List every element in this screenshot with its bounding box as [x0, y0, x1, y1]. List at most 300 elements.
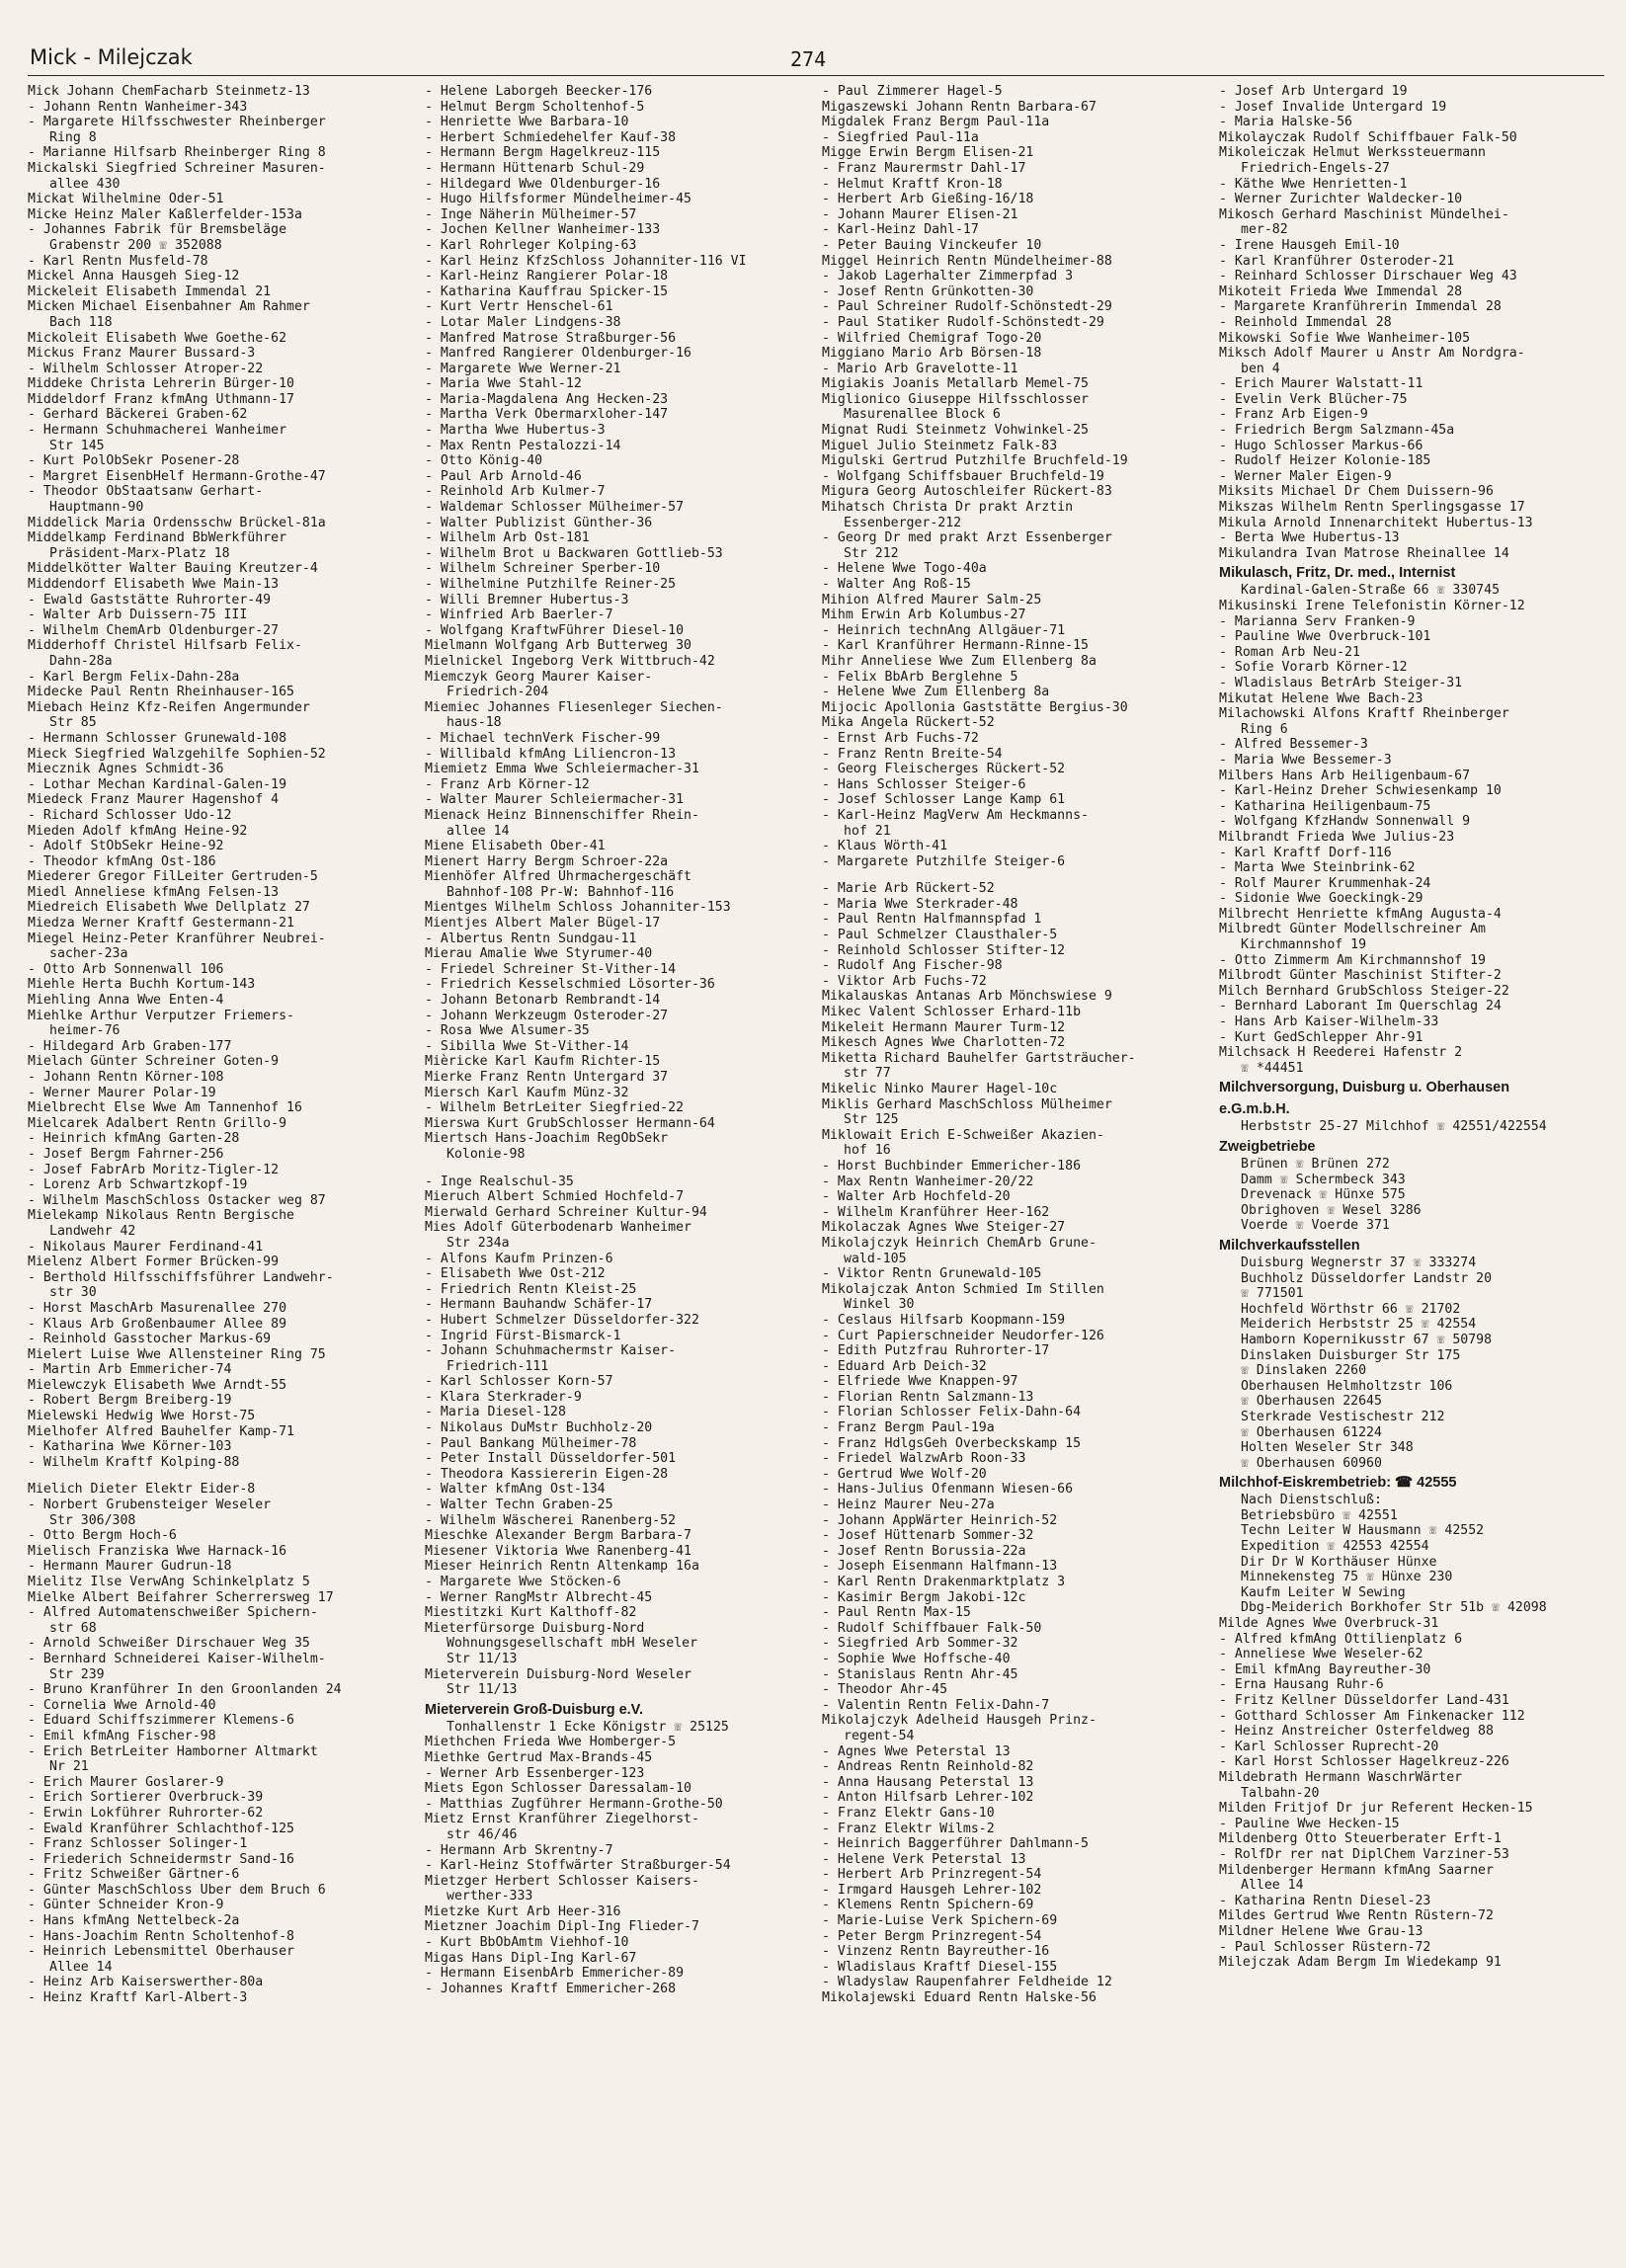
directory-entry: Miksch Adolf Maurer u Anstr Am Nordgra-	[1219, 346, 1525, 362]
directory-entry: Mihm Erwin Arb Kolumbus-27	[822, 608, 1026, 623]
directory-entry: - Friederich Schneidermstr Sand-16	[28, 1851, 294, 1867]
directory-entry: - Josef Hüttenarb Sommer-32	[822, 1528, 1034, 1544]
directory-entry: - Werner Maler Eigen-9	[1219, 468, 1392, 484]
directory-entry: - Lorenz Arb Schwartzkopf-19	[28, 1177, 248, 1193]
directory-entry: - Maria Wwe Stahl-12	[425, 376, 582, 392]
directory-entry: - Berta Wwe Hubertus-13	[1219, 530, 1400, 546]
directory-entry: - Günter Schneider Kron-9	[28, 1898, 224, 1913]
directory-entry: - Erich Maurer Goslarer-9	[28, 1774, 224, 1790]
directory-heading: Zweigbetriebe	[1219, 1139, 1316, 1155]
directory-entry: Ring 8	[49, 129, 97, 145]
directory-entry: Miemietz Emma Wwe Schleiermacher-31	[425, 762, 699, 777]
directory-entry: - Walter Ang Roß-15	[822, 577, 971, 592]
page-header	[28, 41, 1604, 76]
directory-entry: - Hildegard Arb Graben-177	[28, 1038, 232, 1054]
directory-entry: Mielewski Hedwig Wwe Horst-75	[28, 1409, 256, 1424]
directory-entry: Mielach Günter Schreiner Goten-9	[28, 1054, 280, 1070]
directory-entry: Miguel Julio Steinmetz Falk-83	[822, 438, 1058, 453]
directory-entry: Miketta Richard Bauhelfer Gartsträucher-	[822, 1050, 1136, 1066]
directory-entry: - Rolf Maurer Krummenhak-24	[1219, 875, 1431, 891]
directory-entry: Kirchmannshof 19	[1241, 937, 1367, 953]
directory-entry: Mielert Luise Wwe Allensteiner Ring 75	[28, 1346, 326, 1362]
directory-entry: Milbers Hans Arb Heiligenbaum-67	[1219, 768, 1471, 783]
directory-entry: - Gerhard Bäckerei Graben-62	[28, 407, 248, 423]
directory-entry: - Martha Wwe Hubertus-3	[425, 423, 606, 439]
directory-entry: - Robert Bergm Breiberg-19	[28, 1393, 232, 1409]
directory-entry: - Margarete Wwe Stöcken-6	[425, 1575, 621, 1589]
directory-entry: ☏ Oberhausen 22645	[1241, 1394, 1382, 1410]
directory-entry: Mielich Dieter Elektr Eider-8	[28, 1482, 256, 1498]
directory-entry: - Manfred Rangierer Oldenburger-16	[425, 346, 691, 362]
directory-entry: - Johannes Kraftf Emmericher-268	[425, 1981, 677, 1996]
directory-entry: Mikula Arnold Innenarchitekt Hubertus-13	[1219, 515, 1533, 530]
directory-entry: Migdalek Franz Bergm Paul-11a	[822, 115, 1050, 130]
directory-entry: - Johann Werkzeugm Osteroder-27	[425, 1008, 669, 1023]
directory-entry: Mielenz Albert Former Brücken-99	[28, 1255, 280, 1270]
directory-entry: Miecznik Agnes Schmidt-36	[28, 762, 224, 777]
directory-entry: - Helene Verk Peterstal 13	[822, 1851, 1026, 1867]
directory-entry: Herbststr 25-27 Milchhof ☏ 42551/422554	[1241, 1119, 1547, 1135]
directory-entry: Mikoteit Frieda Wwe Immendal 28	[1219, 284, 1463, 299]
directory-entry: - Otto König-40	[425, 453, 543, 469]
directory-entry: Hamborn Kopernikusstr 67 ☏ 50798	[1241, 1332, 1493, 1347]
directory-entry: - Klara Sterkrader-9	[425, 1389, 582, 1405]
directory-entry: - Werner RangMstr Albrecht-45	[425, 1589, 653, 1605]
directory-entry: mer-82	[1241, 222, 1288, 238]
directory-entry: - Bernhard Laborant Im Querschlag 24	[1219, 999, 1502, 1014]
directory-entry: - Wilhelm Schreiner Sperber-10	[425, 561, 661, 577]
directory-entry: - Hugo Schlosser Markus-66	[1219, 438, 1423, 453]
directory-entry: Mickel Anna Hausgeh Sieg-12	[28, 269, 240, 284]
directory-entry: - Florian Rentn Salzmann-13	[822, 1389, 1034, 1405]
directory-entry: Duisburg Wegnerstr 37 ☏ 333274	[1241, 1255, 1477, 1270]
directory-entry: - Maria Wwe Sterkrader-48	[822, 896, 1018, 912]
directory-entry: - Waldemar Schlosser Mülheimer-57	[425, 500, 685, 516]
directory-entry: - Karl-Heinz Dreher Schwiesenkamp 10	[1219, 783, 1502, 799]
directory-entry: Mieser Heinrich Rentn Altenkamp 16a	[425, 1559, 699, 1575]
directory-entry: Str 145	[49, 438, 105, 453]
directory-entry: Mikulandra Ivan Matrose Rheinallee 14	[1219, 545, 1509, 561]
directory-entry: - Karl Kranführer Osteroder-21	[1219, 253, 1455, 269]
directory-entry: - Karl-Heinz Stoffwärter Straßburger-54	[425, 1858, 731, 1874]
directory-entry: Str 11/13	[447, 1651, 518, 1666]
directory-entry: Mikowski Sofie Wwe Wanheimer-105	[1219, 330, 1471, 346]
directory-entry: - Paul Schmelzer Clausthaler-5	[822, 928, 1058, 943]
directory-entry: - Franz Elektr Wilms-2	[822, 1821, 995, 1836]
directory-entry: - Hermann Maurer Gudrun-18	[28, 1559, 232, 1575]
directory-entry: - Wladislaus BetrArb Steiger-31	[1219, 675, 1463, 690]
directory-entry: - Horst MaschArb Masurenallee 270	[28, 1300, 287, 1316]
directory-entry: - Mario Arb Gravelotte-11	[822, 361, 1018, 376]
directory-entry: Miedza Werner Kraftf Gestermann-21	[28, 916, 294, 932]
directory-entry: - Peter Install Düsseldorfer-501	[425, 1451, 677, 1467]
directory-entry: - Siegfried Paul-11a	[822, 129, 979, 145]
directory-entry: Tonhallenstr 1 Ecke Königstr ☏ 25125	[447, 1719, 729, 1735]
directory-entry: Mierwald Gerhard Schreiner Kultur-94	[425, 1204, 707, 1220]
directory-entry: Mikosch Gerhard Maschinist Mündelhei-	[1219, 206, 1509, 222]
directory-entry: Mickeleit Elisabeth Immendal 21	[28, 284, 272, 299]
directory-entry: - Elfriede Wwe Knappen-97	[822, 1374, 1018, 1390]
directory-entry: sacher-23a	[49, 946, 128, 962]
directory-entry: - Hugo Hilfsformer Mündelheimer-45	[425, 192, 691, 207]
directory-entry: - Eduard Arb Deich-32	[822, 1358, 987, 1374]
directory-entry: Milbrecht Henriette kfmAng Augusta-4	[1219, 906, 1502, 922]
directory-heading: Mikulasch, Fritz, Dr. med., Internist	[1219, 565, 1456, 582]
directory-entry: Str 125	[844, 1112, 899, 1128]
directory-entry: Friedrich-204	[447, 685, 549, 700]
directory-entry: - Johannes Fabrik für Bremsbeläge	[28, 222, 287, 238]
directory-entry: - Herbert Arb Gießing-16/18	[822, 192, 1034, 207]
directory-entry: - Alfred Automatenschweißer Spichern-	[28, 1605, 318, 1621]
directory-entry: Miksits Michael Dr Chem Duissern-96	[1219, 484, 1494, 500]
directory-entry: - Pauline Wwe Overbruck-101	[1219, 629, 1431, 645]
directory-entry: - Lotar Maler Lindgens-38	[425, 314, 621, 330]
directory-entry: - Klaus Wörth-41	[822, 839, 948, 854]
directory-entry: Mielhofer Alfred Bauhelfer Kamp-71	[28, 1423, 294, 1439]
directory-entry: - Wilhelm Kranführer Heer-162	[822, 1204, 1050, 1220]
directory-entry: - Ewald Gaststätte Ruhrorter-49	[28, 592, 272, 608]
directory-entry: - Margarete Putzhilfe Steiger-6	[822, 853, 1066, 869]
directory-entry: Kardinal-Galen-Straße 66 ☏ 330745	[1241, 583, 1501, 599]
directory-entry: Mieterverein Duisburg-Nord Weseler	[425, 1666, 691, 1682]
directory-entry: haus-18	[447, 715, 502, 731]
directory-entry: - Agnes Wwe Peterstal 13	[822, 1743, 1011, 1759]
directory-entry: - Franz Rentn Breite-54	[822, 746, 1003, 762]
directory-entry: - Andreas Rentn Reinhold-82	[822, 1759, 1034, 1775]
directory-entry: Miemiec Johannes Fliesenleger Siechen-	[425, 699, 723, 715]
directory-entry: - Karl Schlosser Ruprecht-20	[1219, 1739, 1439, 1754]
directory-entry: - Josef Rentn Grünkotten-30	[822, 284, 1034, 299]
directory-entry: Mieruch Albert Schmied Hochfeld-7	[425, 1189, 685, 1205]
directory-entry: ☏ *44451	[1241, 1060, 1304, 1076]
directory-entry: Kaufm Leiter W Sewing	[1241, 1584, 1406, 1600]
directory-entry: - Marianne Hilfsarb Rheinberger Ring 8	[28, 145, 326, 161]
directory-entry: heimer-76	[49, 1023, 121, 1039]
directory-entry: - Josef Invalide Untergard 19	[1219, 99, 1447, 115]
directory-entry: - Johann AppWärter Heinrich-52	[822, 1512, 1058, 1528]
directory-entry: - Georg Dr med prakt Arzt Essenberger	[822, 530, 1112, 546]
directory-entry: - Walter Techn Graben-25	[425, 1498, 613, 1513]
directory-entry: - Horst Buchbinder Emmericher-186	[822, 1158, 1082, 1174]
directory-entry: Dbg-Meiderich Borkhofer Str 51b ☏ 42098	[1241, 1600, 1547, 1616]
directory-entry: - Helmut Kraftf Kron-18	[822, 176, 1003, 192]
directory-entry: - Winfried Arb Baerler-7	[425, 608, 613, 623]
directory-entry: - Marta Wwe Steinbrink-62	[1219, 860, 1416, 876]
directory-entry: - Kurt BbObAmtm Viehhof-10	[425, 1935, 629, 1951]
directory-entry: hof 21	[844, 823, 891, 839]
directory-entry: - Eduard Schiffszimmerer Klemens-6	[28, 1713, 294, 1729]
directory-entry: Oberhausen Helmholtzstr 106	[1241, 1378, 1453, 1394]
directory-entry: Mikolayczak Rudolf Schiffbauer Falk-50	[1219, 129, 1517, 145]
directory-entry: - Friedel Schreiner St-Vither-14	[425, 961, 677, 977]
directory-entry: - Elisabeth Wwe Ost-212	[425, 1266, 606, 1282]
directory-entry: Milejczak Adam Bergm Im Wiedekamp 91	[1219, 1955, 1502, 1971]
directory-entry: Wohnungsgesellschaft mbH Weseler	[447, 1636, 698, 1652]
directory-entry: Mielitz Ilse VerwAng Schinkelplatz 5	[28, 1575, 310, 1589]
directory-entry: - Erich Maurer Walstatt-11	[1219, 376, 1423, 392]
directory-entry: str 68	[49, 1620, 97, 1636]
directory-entry: - Franz Elektr Gans-10	[822, 1805, 995, 1821]
directory-entry: - Hans Schlosser Steiger-6	[822, 776, 1026, 792]
directory-entry: - Karl-Heinz MagVerw Am Heckmanns-	[822, 807, 1089, 823]
directory-entry: Mikszas Wilhelm Rentn Sperlingsgasse 17	[1219, 500, 1525, 516]
directory-entry: Mikesch Agnes Wwe Charlotten-72	[822, 1035, 1066, 1051]
directory-entry: - Max Rentn Wanheimer-20/22	[822, 1174, 1034, 1189]
directory-entry: - Hans Arb Kaiser-Wilhelm-33	[1219, 1014, 1439, 1030]
directory-entry: str 77	[844, 1066, 891, 1082]
directory-entry: - Theodor Ahr-45	[822, 1682, 948, 1698]
directory-entry: Winkel 30	[844, 1297, 915, 1313]
directory-entry: Miene Elisabeth Ober-41	[425, 839, 606, 854]
directory-entry: - Paul Bankang Mülheimer-78	[425, 1435, 637, 1451]
directory-entry: - Walter kfmAng Ost-134	[425, 1482, 606, 1498]
directory-entry: - Joseph Eisenmann Halfmann-13	[822, 1559, 1058, 1575]
directory-entry: Bach 118	[49, 314, 113, 330]
directory-entry: ☏ Oberhausen 60960	[1241, 1455, 1382, 1471]
directory-entry: - Maria-Magdalena Ang Hecken-23	[425, 391, 669, 407]
directory-entry: - Pauline Wwe Hecken-15	[1219, 1816, 1400, 1831]
directory-entry: Middeldorf Franz kfmAng Uthmann-17	[28, 391, 294, 407]
directory-entry: Dahn-28a	[49, 653, 113, 669]
directory-entry: - Karl Schlosser Korn-57	[425, 1374, 613, 1390]
directory-entry: - Werner Zurichter Waldecker-10	[1219, 192, 1463, 207]
directory-entry: - Stanislaus Rentn Ahr-45	[822, 1666, 1018, 1682]
directory-entry: Middelkötter Walter Bauing Kreutzer-4	[28, 561, 318, 577]
directory-heading: Milchhof-Eiskrembetrieb: ☎ 42555	[1219, 1475, 1457, 1492]
directory-entry: Hauptmann-90	[49, 500, 144, 516]
directory-entry: - Otto Bergm Hoch-6	[28, 1528, 177, 1544]
directory-entry: Str 85	[49, 715, 97, 731]
directory-heading: e.G.m.b.H.	[1219, 1101, 1290, 1118]
directory-entry: Mikelic Ninko Maurer Hagel-10c	[822, 1082, 1058, 1096]
column-4	[1219, 84, 1604, 2006]
directory-entry: - Kurt GedSchlepper Ahr-91	[1219, 1029, 1423, 1045]
directory-entry: Miertsch Hans-Joachim RegObSekr	[425, 1131, 669, 1147]
directory-entry: Miesener Viktoria Wwe Ranenberg-41	[425, 1543, 691, 1559]
directory-entry: - Günter MaschSchloss Über dem Bruch 6	[28, 1882, 326, 1898]
directory-entry: - Matthias Zugführer Hermann-Grothe-50	[425, 1796, 723, 1812]
directory-entry: - Peter Bauing Vinckeufer 10	[822, 237, 1042, 253]
directory-entry: Migaszewski Johann Rentn Barbara-67	[822, 99, 1097, 115]
directory-entry: - Ernst Arb Fuchs-72	[822, 730, 979, 746]
directory-entry: Mikalauskas Antanas Arb Mönchswiese 9	[822, 989, 1112, 1005]
directory-entry: - Marianna Serv Franken-9	[1219, 613, 1416, 629]
directory-entry: - Hermann Hüttenarb Schul-29	[425, 160, 645, 176]
directory-entry: - Walter Arb Hochfeld-20	[822, 1189, 1011, 1205]
directory-entry: - Reinhard Schlosser Dirschauer Weg 43	[1219, 269, 1517, 284]
directory-entry: Miglionico Giuseppe Hilfsschlosser	[822, 391, 1089, 407]
directory-entry: Mierke Franz Rentn Untergard 37	[425, 1070, 669, 1085]
page-number: 274	[790, 47, 827, 71]
directory-entry: Landwehr 42	[49, 1223, 136, 1239]
directory-entry: - Kurt Vertr Henschel-61	[425, 299, 613, 315]
directory-entry: - Irene Hausgeh Emil-10	[1219, 237, 1400, 253]
directory-entry: - Reinhold Gasstocher Markus-69	[28, 1332, 272, 1347]
directory-entry: - Paul Rentn Halfmannspfad 1	[822, 912, 1042, 928]
directory-entry: Middendorf Elisabeth Wwe Main-13	[28, 577, 280, 592]
directory-entry: - Marie-Luise Verk Spichern-69	[822, 1913, 1058, 1929]
directory-entry: Miedl Anneliese kfmAng Felsen-13	[28, 884, 280, 900]
directory-entry: Midecke Paul Rentn Rheinhauser-165	[28, 685, 294, 700]
directory-entry: - Karl-Heinz Rangierer Polar-18	[425, 269, 669, 284]
directory-entry: Mikeleit Hermann Maurer Turm-12	[822, 1019, 1066, 1035]
directory-entry: Mieden Adolf kfmAng Heine-92	[28, 823, 248, 839]
directory-entry: - Heinz Maurer Neu-27a	[822, 1498, 995, 1513]
directory-entry: Mielmann Wolfgang Arb Butterweg 30	[425, 638, 691, 654]
directory-entry: Milbredt Günter Modellschreiner Am	[1219, 922, 1486, 937]
directory-entry: Miggel Heinrich Rentn Mündelheimer-88	[822, 253, 1112, 269]
directory-entry: Mickalski Siegfried Schreiner Masuren-	[28, 160, 326, 176]
directory-entry: - Katharina Heiligenbaum-75	[1219, 798, 1431, 814]
directory-entry: Mietzke Kurt Arb Heer-316	[425, 1904, 621, 1919]
directory-entry: - Hermann Bauhandw Schäfer-17	[425, 1297, 653, 1313]
directory-entry: - Helene Wwe Zum Ellenberg 8a	[822, 685, 1050, 700]
directory-entry: - Hermann Schlosser Grunewald-108	[28, 730, 287, 746]
directory-entry: - Friedrich Kesselschmied Lösorter-36	[425, 977, 715, 993]
directory-entry: - Rudolf Ang Fischer-98	[822, 958, 1003, 974]
directory-entry: - Lothar Mechan Kardinal-Galen-19	[28, 776, 287, 792]
directory-entry: - Hans kfmAng Nettelbeck-2a	[28, 1913, 240, 1929]
directory-entry: Mikolajczak Anton Schmied Im Stillen	[822, 1281, 1104, 1297]
directory-entry: Str 306/308	[49, 1512, 136, 1528]
directory-entry: Milch Bernhard GrubSchloss Steiger-22	[1219, 983, 1509, 999]
directory-entry: Mikec Valent Schlosser Erhard-11b	[822, 1005, 1082, 1020]
directory-entry: - Johann Rentn Wanheimer-343	[28, 99, 248, 115]
directory-entry: hof 16	[844, 1143, 891, 1159]
directory-entry: - Friedel WalzwArb Roon-33	[822, 1451, 1026, 1467]
directory-entry: - Marie Arb Rückert-52	[822, 881, 995, 897]
directory-entry: - Paul Schlosser Rüstern-72	[1219, 1939, 1431, 1955]
directory-entry: - Karl Bergm Felix-Dahn-28a	[28, 669, 240, 685]
directory-entry: Mikolajewski Eduard Rentn Halske-56	[822, 1990, 1097, 2006]
directory-entry: - Siegfried Arb Sommer-32	[822, 1636, 1018, 1652]
directory-entry: - Anneliese Wwe Weseler-62	[1219, 1647, 1423, 1662]
directory-entry: - Paul Schreiner Rudolf-Schönstedt-29	[822, 299, 1112, 315]
directory-entry: Grabenstr 200 ☏ 352088	[49, 237, 222, 253]
directory-entry: - Maria Diesel-128	[425, 1405, 566, 1420]
directory-entry: - Sophie Wwe Hoffsche-40	[822, 1651, 1011, 1666]
directory-entry: Micken Michael Eisenbahner Am Rahmer	[28, 299, 310, 315]
directory-entry: - Reinhold Schlosser Stifter-12	[822, 942, 1066, 958]
directory-entry: Milbrodt Günter Maschinist Stifter-2	[1219, 968, 1502, 984]
directory-entry: - Franz Schlosser Solinger-1	[28, 1836, 248, 1852]
directory-entry: - Rudolf Schiffbauer Falk-50	[822, 1620, 1042, 1636]
directory-entry: - Nikolaus Maurer Ferdinand-41	[28, 1239, 264, 1255]
directory-entry: Mietz Ernst Kranführer Ziegelhorst-	[425, 1812, 699, 1827]
directory-entry: - Franz Arb Körner-12	[425, 776, 590, 792]
directory-entry: Mièricke Karl Kaufm Richter-15	[425, 1054, 661, 1070]
directory-entry: Migge Erwin Bergm Elisen-21	[822, 145, 1034, 161]
directory-entry: Mignat Rudi Steinmetz Vohwinkel-25	[822, 423, 1089, 439]
directory-entry: - Vinzenz Rentn Bayreuther-16	[822, 1944, 1050, 1960]
directory-entry: Buchholz Düsseldorfer Landstr 20	[1241, 1270, 1493, 1286]
directory-entry: - Kurt PolObSekr Posener-28	[28, 453, 240, 469]
directory-entry: - Gotthard Schlosser Am Finkenacker 112	[1219, 1708, 1525, 1724]
directory-entry: Techn Leiter W Hausmann ☏ 42552	[1241, 1523, 1485, 1539]
directory-entry: - Karl Kranführer Hermann-Rinne-15	[822, 638, 1089, 654]
directory-entry: Dinslaken Duisburger Str 175	[1241, 1347, 1461, 1363]
directory-entry: - Hermann Bergm Hagelkreuz-115	[425, 145, 661, 161]
directory-heading: Milchversorgung, Duisburg u. Oberhausen	[1219, 1080, 1510, 1096]
directory-entry: Mikolajczyk Heinrich ChemArb Grune-	[822, 1235, 1097, 1251]
directory-entry: - Karl Rentn Musfeld-78	[28, 253, 208, 269]
directory-entry: Mielekamp Nikolaus Rentn Bergische	[28, 1208, 294, 1224]
directory-entry: - Georg Fleischerges Rückert-52	[822, 762, 1066, 777]
directory-entry: - Johann Maurer Elisen-21	[822, 206, 1018, 222]
directory-entry: - Friedrich Rentn Kleist-25	[425, 1281, 637, 1297]
columns	[28, 84, 1604, 2006]
directory-entry: - Wilhelm Schlosser Atroper-22	[28, 361, 264, 376]
directory-entry: - Franz Maurermstr Dahl-17	[822, 160, 1026, 176]
directory-entry: Middelick Maria Ordensschw Brückel-81a	[28, 515, 326, 530]
directory-entry: Str 11/13	[447, 1682, 518, 1698]
directory-entry: - Nikolaus DuMstr Buchholz-20	[425, 1420, 653, 1436]
directory-entry: - Albertus Rentn Sundgau-11	[425, 931, 637, 946]
directory-entry: - Katharina Kauffrau Spicker-15	[425, 284, 669, 299]
directory-entry: - Walter Maurer Schleiermacher-31	[425, 792, 685, 808]
directory-entry: Ring 6	[1241, 721, 1288, 737]
directory-entry: Miklis Gerhard MaschSchloss Mülheimer	[822, 1096, 1112, 1112]
directory-entry: - Jakob Lagerhalter Zimmerpfad 3	[822, 269, 1074, 284]
directory-entry: - Josef FabrArb Moritz-Tigler-12	[28, 1162, 280, 1177]
directory-entry: - Roman Arb Neu-21	[1219, 644, 1360, 660]
directory-entry: - Wilhelm Arb Ost-181	[425, 530, 590, 546]
directory-entry: - Wilhelm Kraftf Kolping-88	[28, 1454, 240, 1470]
directory-entry: Drevenack ☏ Hünxe 575	[1241, 1187, 1406, 1203]
directory-entry: - Willi Bremner Hubertus-3	[425, 592, 629, 608]
directory-entry: Miederer Gregor FilLeiter Gertruden-5	[28, 869, 318, 885]
directory-entry: - Ingrid Fürst-Bismarck-1	[425, 1328, 621, 1343]
directory-entry: Sterkrade Vestischestr 212	[1241, 1409, 1445, 1424]
directory-entry: - Wladislaus Kraftf Diesel-155	[822, 1959, 1058, 1975]
directory-entry: Talbahn-20	[1241, 1785, 1320, 1801]
directory-entry: - Viktor Rentn Grunewald-105	[822, 1266, 1042, 1282]
directory-entry: Mickat Wilhelmine Oder-51	[28, 192, 224, 207]
directory-entry: Mies Adolf Güterbodenarb Wanheimer	[425, 1220, 691, 1236]
directory-entry: - Erich Sortierer Overbruck-39	[28, 1790, 264, 1806]
running-head: Mick - Milejczak	[30, 45, 193, 69]
directory-entry: Mielisch Franziska Wwe Harnack-16	[28, 1543, 287, 1559]
directory-entry: Miklowait Erich E-Schweißer Akazien-	[822, 1127, 1104, 1143]
directory-entry: - Evelin Verk Blücher-75	[1219, 391, 1408, 407]
directory-entry: Milden Fritjof Dr jur Referent Hecken-15	[1219, 1801, 1533, 1817]
directory-entry: - Hermann EisenbArb Emmericher-89	[425, 1966, 685, 1982]
directory-entry: Kolonie-98	[447, 1146, 526, 1162]
directory-entry: - Rudolf Heizer Kolonie-185	[1219, 453, 1431, 469]
directory-entry: - Sidonie Wwe Goeckingk-29	[1219, 891, 1423, 907]
directory-entry: - Margarete Kranführerin Immendal 28	[1219, 299, 1502, 315]
directory-entry: - Otto Arb Sonnenwall 106	[28, 961, 224, 977]
directory-entry: Mielewczyk Elisabeth Wwe Arndt-55	[28, 1377, 287, 1393]
directory-entry: Midderhoff Christel Hilfsarb Felix-	[28, 638, 302, 654]
directory-entry: Miehling Anna Wwe Enten-4	[28, 993, 224, 1009]
directory-entry: - Wilhelm ChemArb Oldenburger-27	[28, 622, 280, 638]
directory-entry: - Bernhard Schneiderei Kaiser-Wilhelm-	[28, 1651, 326, 1666]
directory-entry: - Wilhelm MaschSchloss Ostacker weg 87	[28, 1192, 326, 1208]
directory-entry: - Inge Realschul-35	[425, 1174, 574, 1189]
directory-entry: - Wilhelmine Putzhilfe Reiner-25	[425, 577, 677, 592]
directory-entry: - Wladyslaw Raupenfahrer Feldheide 12	[822, 1975, 1112, 1990]
directory-entry: Mierswa Kurt GrubSchlosser Hermann-64	[425, 1115, 715, 1131]
directory-entry: - Käthe Wwe Henrietten-1	[1219, 176, 1408, 192]
directory-entry: - Franz Arb Eigen-9	[1219, 407, 1368, 423]
directory-entry: - Maria Wwe Bessemer-3	[1219, 752, 1392, 768]
directory-entry: - Heinrich Baggerführer Dahlmann-5	[822, 1836, 1089, 1852]
directory-entry: Voerde ☏ Voerde 371	[1241, 1218, 1390, 1234]
directory-entry: - Karl-Heinz Dahl-17	[822, 222, 979, 238]
directory-entry: Allee 14	[49, 1959, 113, 1975]
directory-entry: - Gertrud Wwe Wolf-20	[822, 1466, 987, 1482]
